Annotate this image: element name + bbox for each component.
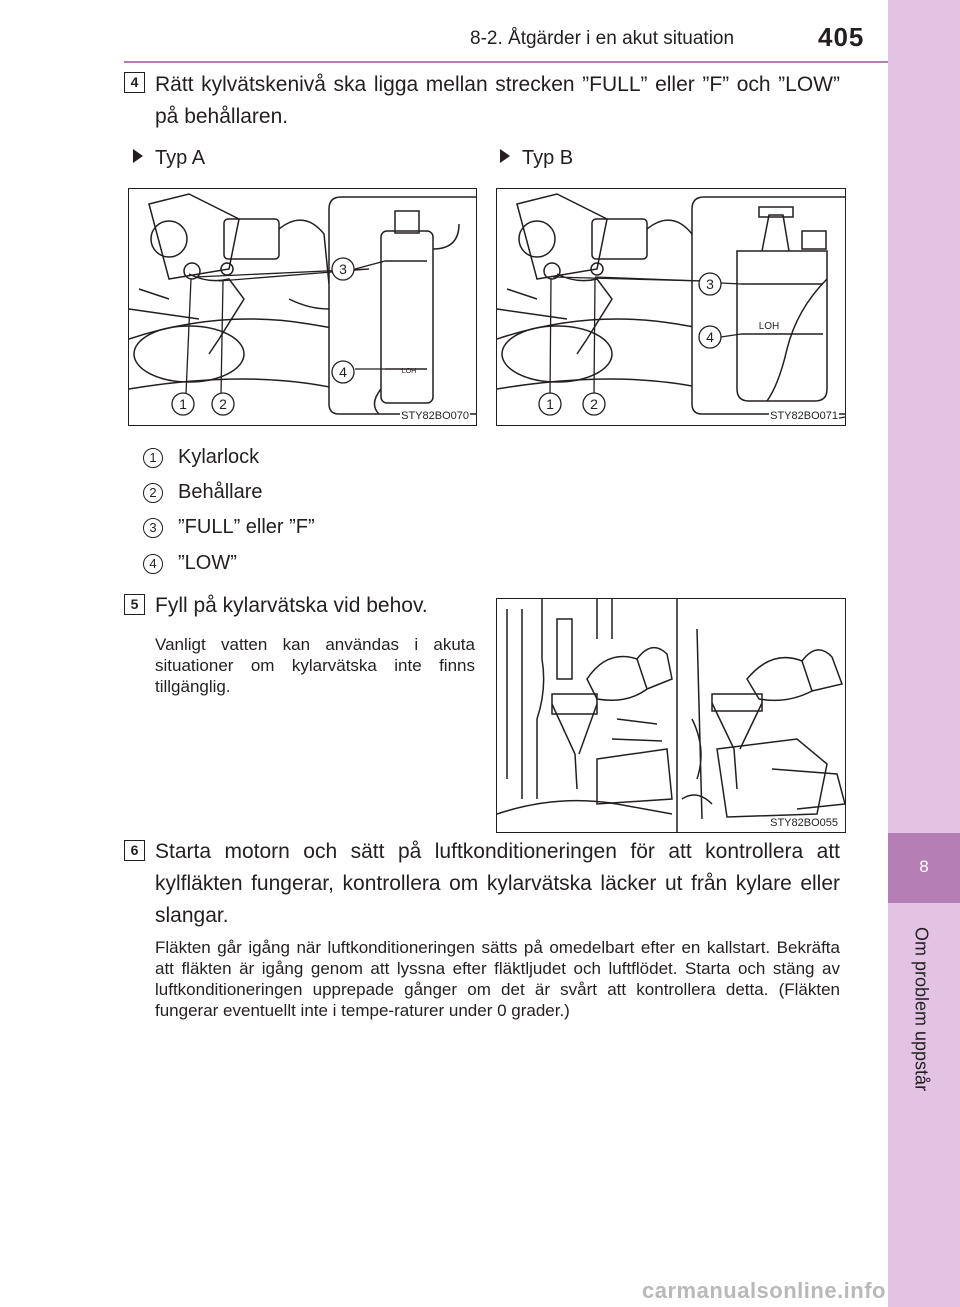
legend-number: 2 (143, 483, 163, 503)
legend-text: Behållare (178, 481, 263, 503)
step-5-badge: 5 (124, 594, 145, 615)
figure-code-b: STY82BO071 (770, 410, 838, 422)
figure-code-a: STY82BO070 (401, 410, 469, 422)
engine-bay-illustration-a (129, 189, 477, 426)
step-5-note: Vanligt vatten kan användas i akuta situationer om kylarvätska inte finns tillgänglig. (155, 635, 475, 696)
header-rule (124, 61, 888, 63)
engine-bay-illustration-b (497, 189, 846, 426)
chapter-number-box (888, 833, 960, 903)
page-number: 405 (818, 22, 865, 52)
callout-1-b: 1 (546, 396, 554, 412)
section-title: 8-2. Åtgärder i en akut situation (470, 28, 735, 49)
callout-2-b: 2 (590, 396, 598, 412)
figure-type-a (128, 188, 477, 426)
legend-text: ”FULL” eller ”F” (178, 516, 315, 538)
figure-refill (496, 598, 846, 833)
watermark: carmanualsonline.info (642, 1278, 886, 1303)
coolant-refill-illustration (497, 599, 846, 833)
type-a-label (133, 147, 205, 170)
type-b-label-text: Typ B (522, 147, 574, 169)
figure-type-b (496, 188, 846, 426)
legend-number: 3 (143, 518, 163, 538)
legend-number: 1 (143, 448, 163, 468)
figure-code-refill: STY82BO055 (770, 817, 838, 829)
step-5-text: Fyll på kylarvätska vid behov. (155, 594, 428, 617)
chapter-title-vertical (901, 927, 941, 1177)
chapter-title: Om problem uppstår (911, 927, 932, 1092)
triangle-bullet-icon (133, 149, 143, 163)
type-a-label-text: Typ A (155, 147, 206, 169)
step-6-badge: 6 (124, 840, 145, 861)
step-6-note: Fläkten går igång när luftkonditioneringen sätts på omedelbart efter en kallstart. Bekräfta att fläkten är igång genom att lyssna efter fläktljudet och luftflödet. Starta och stäng av luftkonditioneringen upprepade gånger om det är svårt att kontrollera detta. (Fläkten fungerar eventuellt inte i tempe-raturer under 0 grader.) (155, 938, 840, 1020)
type-b-label (500, 147, 573, 170)
callout-3-b: 3 (706, 276, 714, 292)
callout-2-a: 2 (219, 396, 227, 412)
legend-text: ”LOW” (178, 552, 237, 574)
callout-3-a: 3 (339, 261, 347, 277)
step-4-text: Rätt kylvätskenivå ska ligga mellan strecken ”FULL” eller ”F” och ”LOW” på behållaren. (155, 73, 840, 128)
chapter-number: 8 (919, 857, 929, 876)
step-6-text: Starta motorn och sätt på luftkonditioneringen för att kontrollera att kylfläkten fungerar, kontrollera om kylarvätska läcker ut från kylare eller slangar. (155, 840, 840, 927)
tank-marking-b: LOH (758, 321, 780, 332)
callout-4-a: 4 (339, 364, 347, 380)
step-4-badge: 4 (124, 72, 145, 93)
triangle-bullet-icon (500, 149, 510, 163)
tank-marking-a: LOH (401, 368, 417, 375)
callout-4-b: 4 (706, 329, 714, 345)
callout-1-a: 1 (179, 396, 187, 412)
legend-text: Kylarlock (178, 446, 260, 468)
legend-number: 4 (143, 554, 163, 574)
